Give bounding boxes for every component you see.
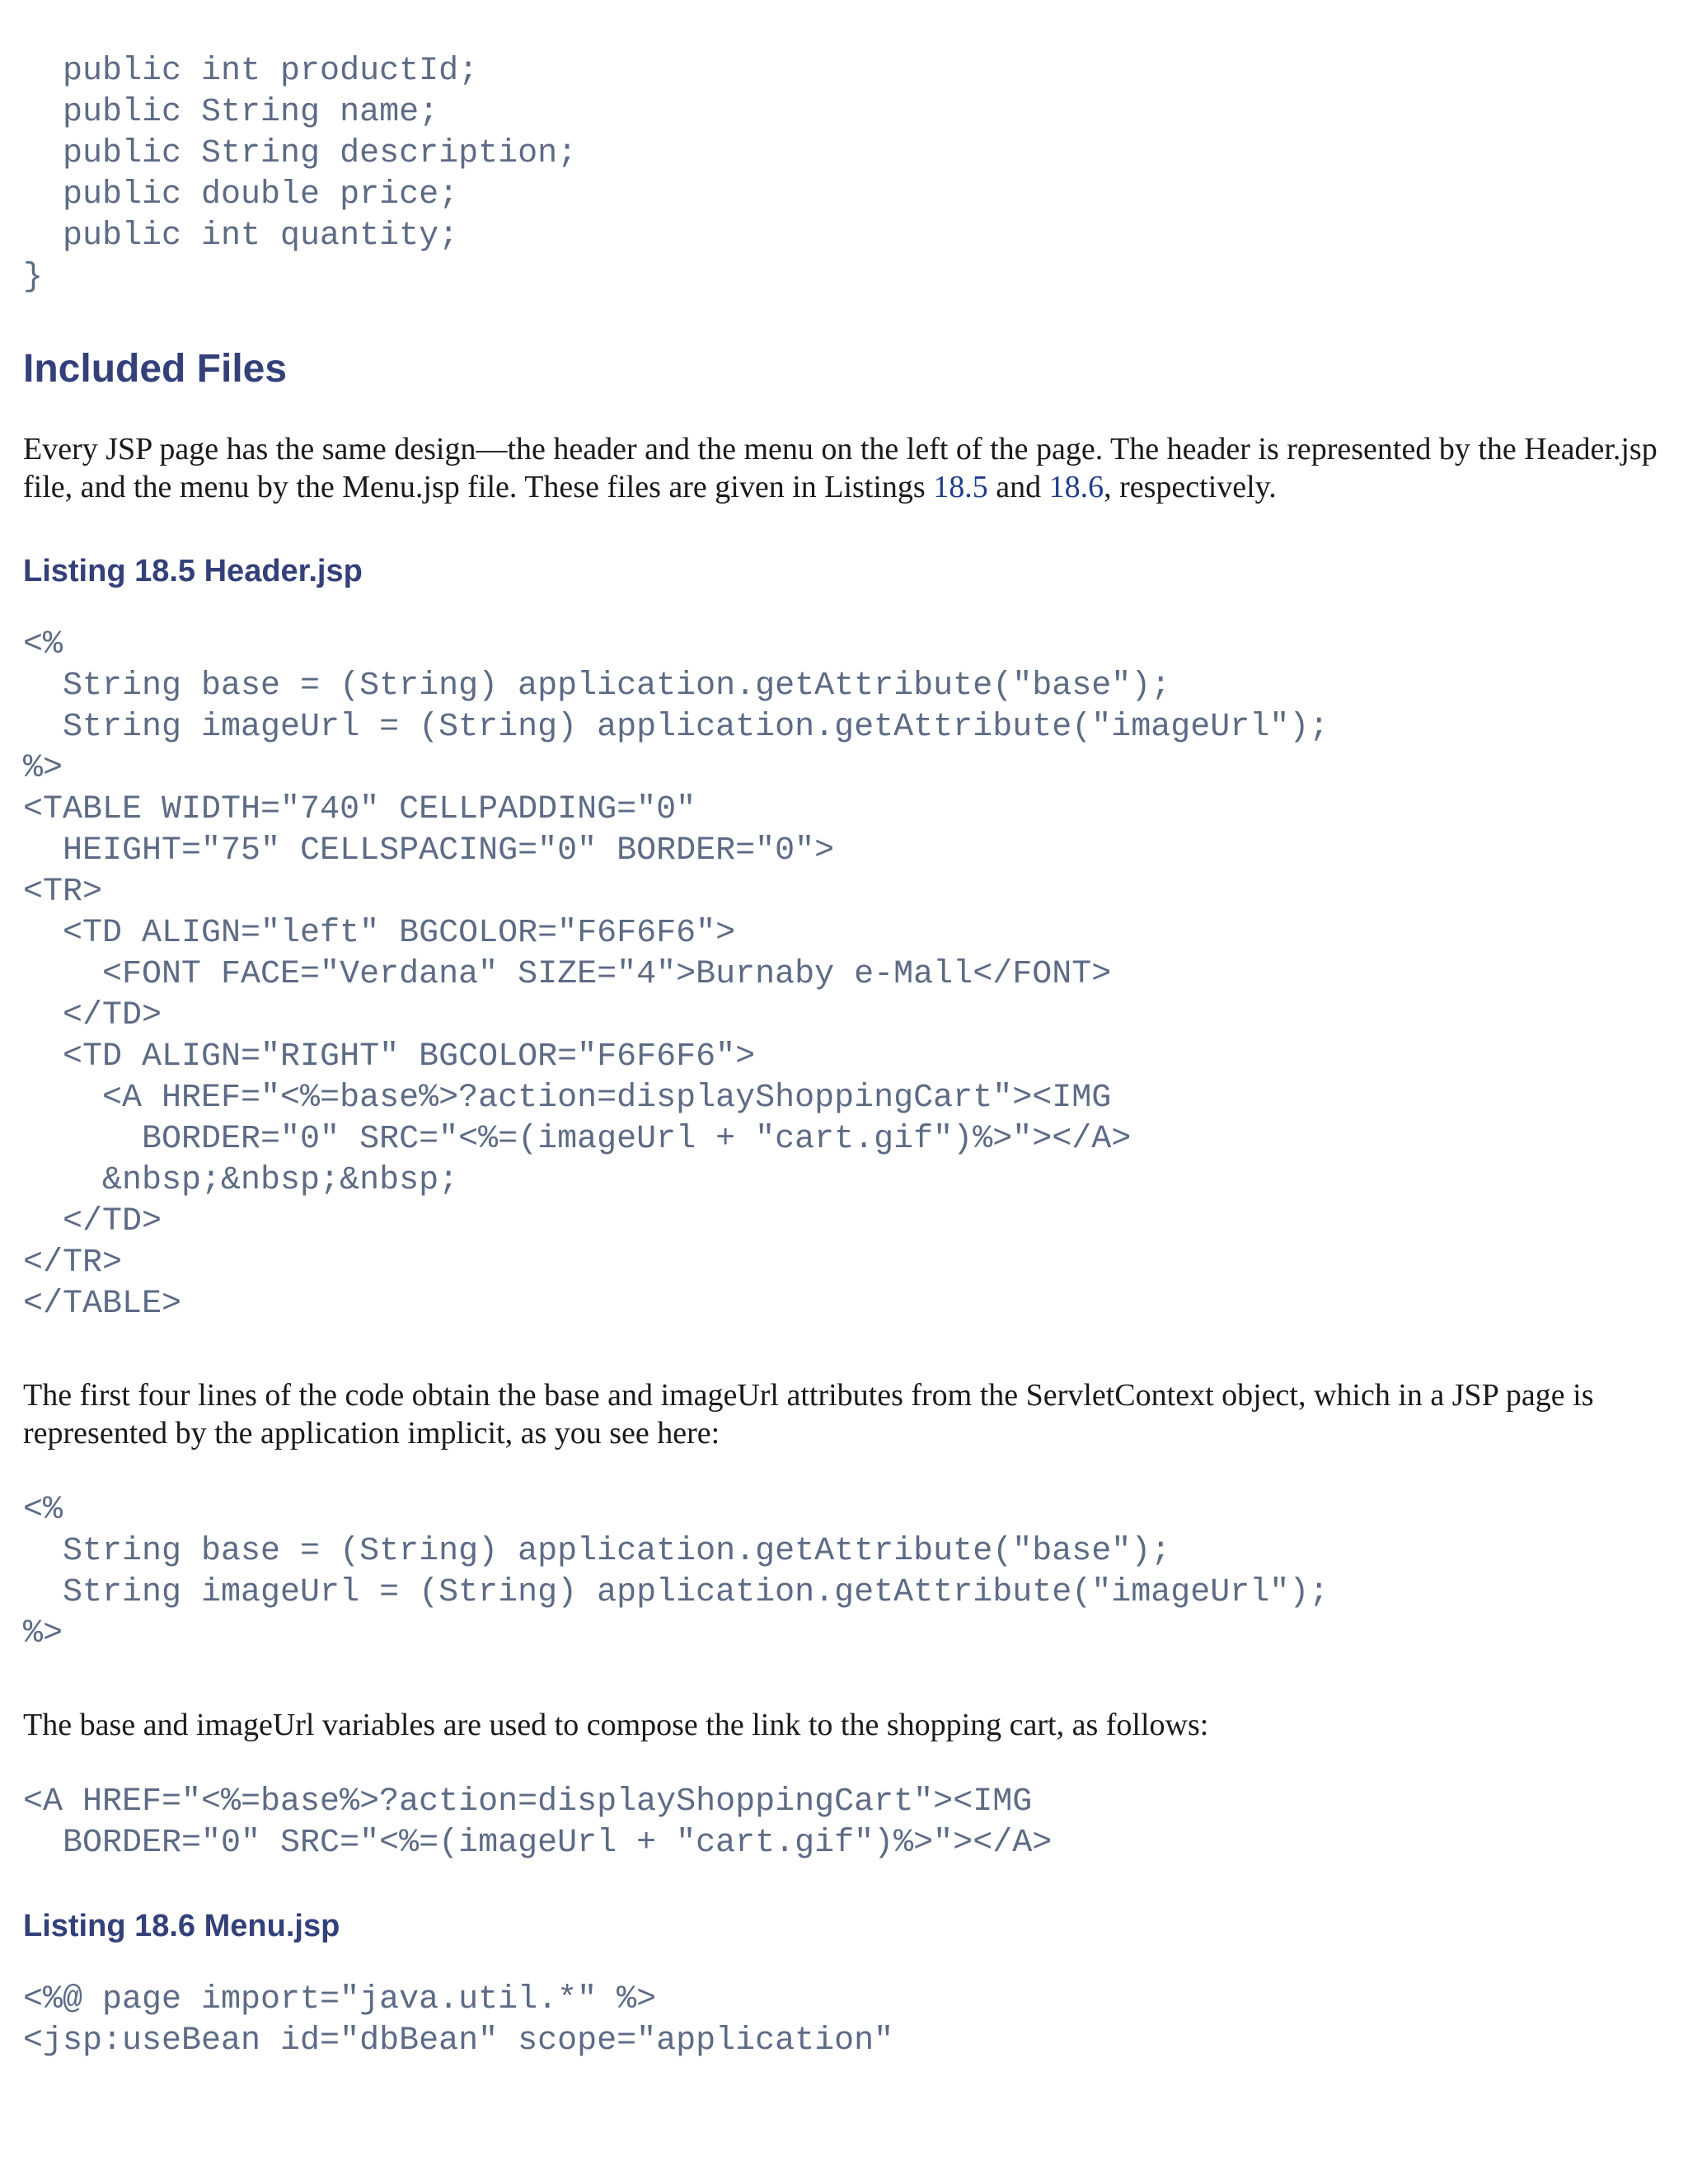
code-block-menu-jsp: <%@ page import="java.util.*" %> <jsp:useBean id="dbBean" scope="application" [23,1981,894,2060]
code-snippet-cart-link: <A HREF="<%=base%>?action=displayShoppingCart"><IMG BORDER="0" SRC="<%=(imageUrl + "cart.gif")%>"></A> [23,1783,1053,1862]
heading-included-files: Included Files [23,347,288,391]
listing-18-6-title: Listing 18.6 Menu.jsp [23,1909,340,1943]
paragraph-intro-text-mid: and [987,470,1049,504]
paragraph-link-compose: The base and imageUrl variables are used to compose the link to the shopping cart, as follows: [23,1708,1209,1742]
code-snippet-attributes: <% String base = (String) application.getAttribute("base"); String imageUrl = (String) application.getAttribute("imageUrl"); %> [23,1492,1329,1652]
code-block-class-fields: public int productId; public String name; public String description; public double price; public int quantity; } [23,53,578,296]
listing-18-5-title: Listing 18.5 Header.jsp [23,554,363,588]
paragraph-intro-text-after: , respectively. [1104,470,1277,504]
code-block-header-jsp: <% String base = (String) application.getAttribute("base"); String imageUrl = (String) application.getAttribute("imageUrl"); %> <TABLE WIDTH="740" CELLPADDING="0" HEIGHT="75" CELLSPACING="0" BORDER="0"> <TR> <TD ALIGN="left" BGCOLOR="F6F6F6"> <FONT FACE="Verdana" SIZE="4">Burnaby e-Mall</FONT> </TD> <TD ALIGN="RIGHT" BGCOLOR="F6F6F6"> <A HREF="<%=base%>?action=displayShoppingCart"><IMG BORDER="0" SRC="<%=(imageUrl + "cart.gif")%>"></A> &nbsp;&nbsp;&nbsp; </TD> </TR> </TABLE> [23,626,1329,1323]
paragraph-intro-text-before: Every JSP page has the same design—the header and the menu on the left of the page. The header is represented by the Header.jsp file, and the menu by the Menu.jsp file. These files are given in Listings [23,432,1658,504]
link-listing-18-5[interactable]: 18.5 [933,470,988,504]
paragraph-first-four-lines: The first four lines of the code obtain the base and imageUrl attributes from the ServletContext object, which in a JSP page is represented by the application implicit, as you see here: [23,1378,1594,1451]
link-listing-18-6[interactable]: 18.6 [1048,470,1104,504]
paragraph-intro [23,430,1663,506]
document-page [23,51,1663,2062]
